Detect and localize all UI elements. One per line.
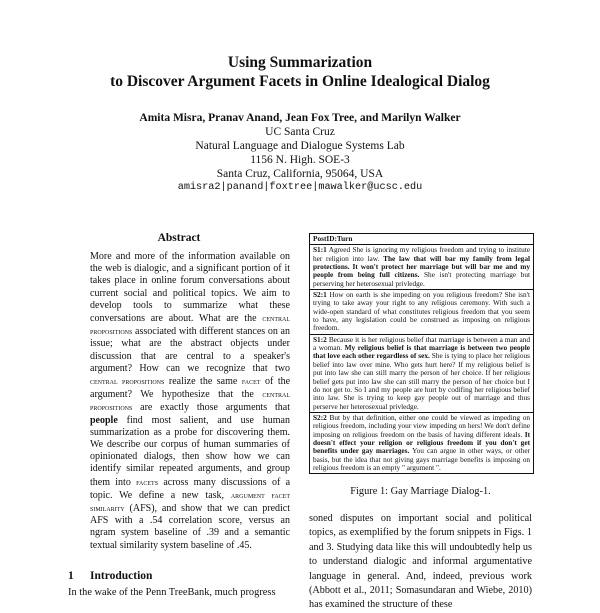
paper-title [0,53,600,91]
section-heading [68,570,152,582]
turn-bold-text: The law that will bar my family from legal protections. It won't protect her marriage but will bar me and my people from being full citizens. [313,253,531,280]
abstract-bold: people [90,414,118,426]
abstract-text: (AFS), and show that we can predict AFS with a .54 correlation score, versus an ngram system baseline of .39 and a semantic textual similarity system baseline of .45. [90,503,290,551]
turn-text: But by that definition, either one could be viewed as impeding on religious freedom, including your view impeding on hers! We don't define imposing on religious freedom on the basis of having different ideals. [313,412,530,439]
abstract-term: facet [241,376,261,387]
turn-text: She is tying to place her religious belief into law over mine. Who gets hurt here? If my religious belief is put into law she can still marry the person of her choice. If her religious belief gets put into law she can still marry the person of her choice but I do not get to. So I and my people are hurt by codifing her religious belief into law. She is trying to keep gay people out of marriage and thus perserve her heterosexual privledge. [313,351,530,411]
turn-id: S1:2 [313,334,327,344]
intro-first-line: In the wake of the Penn TreeBank, much progress [68,587,276,598]
turn-text: Because it is her religious belief that marriage is between a man and a woman. [313,334,531,353]
turn-text: She isn't protecting marriage but perserving her heterosexual privledge. [313,270,531,288]
abstract-term: central propositions [90,313,291,337]
abstract-text: More and more of the information available on the web is dialogic, and a significant portion of it takes place in online forum conversations about current social and political topics. We aim to develop tools to summarize what these conversations are about. What are the [90,251,290,325]
column2-body-text: soned disputes on important social and political topics, as exemplified by the forum snippets in Figs. 1 and 3. Studying data like this will undoubtedly help us to understand dialogic and informal argumentative language in general. And, indeed, previous work (Abbott et al., 2011; Somasundaran and Wiebe, 2010) has examined the structure of these [309,513,532,611]
abstract-term: central propositions [90,376,165,387]
lab: Natural Language and Dialogue Systems Lab [195,140,405,152]
turn-text: Agreed She is ignoring my religious freedom and trying to institute her religion into law. [313,245,531,263]
dialog-turn [310,290,533,335]
abstract-heading: Abstract [157,232,201,244]
dialog-turn [310,245,533,290]
figure-caption: Figure 1: Gay Marriage Dialog-1. [350,486,491,497]
turn-id: S2:1 [313,290,327,300]
turn-text: You can argue in other ways, or other basis, but the idea that not giving gays marriage benefits is imposing on religious freedom is an empty " argument ". [313,446,530,472]
email: amisra2|panand|foxtree|mawalker@ucsc.edu [177,182,423,193]
turn-bold-text: It doesn't effect your religion or religious freedom if you don't get benefits under gay marriages. [313,429,531,456]
abstract-text: of the argument? We hypothesize that the [90,376,291,401]
turn-id: S1:1 [313,245,327,255]
abstract-text: across many discussions of a topic. We define a new task, [90,476,291,501]
address: 1156 N. High. SOE-3 [250,154,350,166]
turn-text: How on earth is she impeding on you religious freedom? She isn't trying to take away your right to any religious ceremony. With such a wide-open standard of what constitutes religious freedom that you seem to have, any legislation could be construed as imposing on religious freedom. [313,290,531,333]
dialog-turn [310,335,533,413]
abstract-body [90,251,290,552]
turn-bold-text: My religious belief is that marriage is between two people that love each other regardless of sex. [313,343,530,361]
city: Santa Cruz, California, 95064, USA [216,168,384,180]
abstract-text: find most salient, and use human summarization as a probe for discovering them. We describe our corpus of human summaries of opinionated dialogs, then show how we can identify similar repeated arguments, and group them into [90,414,290,488]
abstract-term: facets [136,476,159,487]
abstract-text: are exactly those arguments that [140,402,290,414]
turn-id: S2:2 [313,412,327,422]
figure-table-header: PostID:Turn [310,234,533,245]
abstract-text: associated with different stances on an issue; what are the abstract objects under discussion that are central to a speaker's argument? How can we recognize that two [90,326,290,374]
abstract-text: realize the same [168,376,238,388]
abstract-term: central propositions [90,389,290,413]
section-number: 1 [68,570,74,582]
institution: UC Santa Cruz [265,126,335,138]
title-line-2: to Discover Argument Facets in Online Idealogical Dialog [110,73,490,90]
abstract-term: argument facet similarity [90,489,290,514]
dialog-turn [310,413,533,473]
section-title: Introduction [90,570,153,582]
title-line-1: Using Summarization [227,54,373,71]
authors: Amita Misra, Pranav Anand, Jean Fox Tree, and Marilyn Walker [139,112,461,124]
affiliation [0,125,600,195]
figure-dialog-table [309,233,534,474]
